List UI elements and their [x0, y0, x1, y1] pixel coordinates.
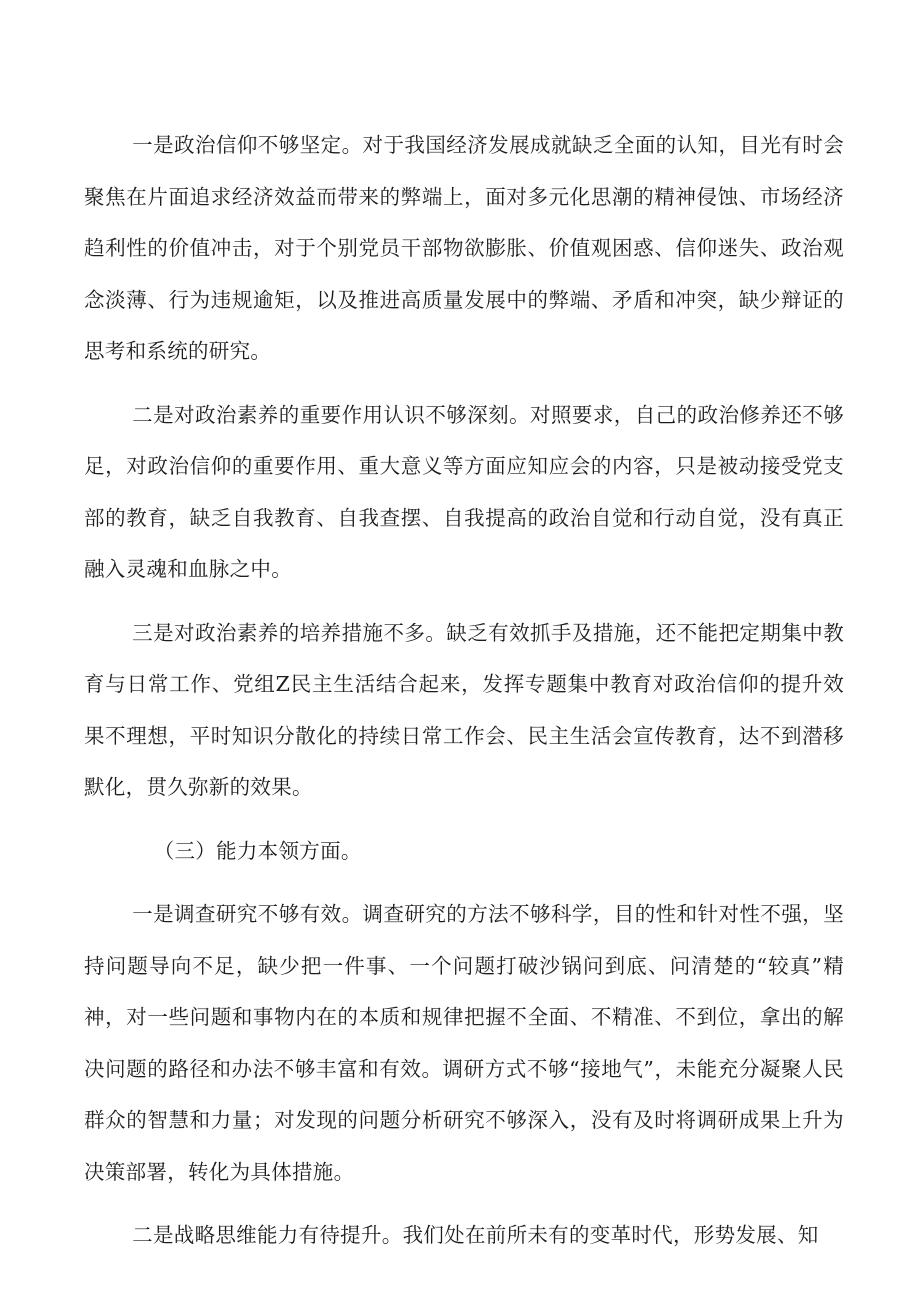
paragraph-strategic-thinking: 二是战略思维能力有待提升。我们处在前所未有的变革时代，形势发展、知	[132, 1223, 819, 1247]
paragraph-political-literacy-measures: 三是对政治素养的培养措施不多。缺乏有效抓手及措施，还不能把定期集中教育与日常工作、党组Z民主生活结合起来，发挥专题集中教育对政治信仰的提升效果不理想，平时知识分散化的持续日常工作会、民主生活会宣传教育，达不到潜移默化，贯久弥新的效果。	[84, 620, 844, 799]
section-heading-ability: （三）能力本领方面。	[153, 838, 362, 863]
paragraph-political-literacy-understanding: 二是对政治素养的重要作用认识不够深刻。对照要求，自己的政治修养还不够足，对政治信仰的重要作用、重大意义等方面应知应会的内容，只是被动接受党支部的教育，缺乏自我教育、自我查摆、自我提高的政治自觉和行动自觉，没有真正融入灵魂和血脉之中。	[84, 402, 844, 581]
paragraph-investigation-research: 一是调查研究不够有效。调查研究的方法不够科学，目的性和针对性不强，坚持问题导向不足，缺少把一件事、一个问题打破沙锅问到底、问清楚的“较真”精神，对一些问题和事物内在的本质和规律把握不全面、不精准、不到位，拿出的解决问题的路径和办法不够丰富和有效。调研方式不够“接地气”，未能充分凝聚人民群众的智慧和力量；对发现的问题分析研究不够深入，没有及时将调研成果上升为决策部署，转化为具体措施。	[84, 902, 844, 1184]
document-body	[84, 120, 844, 1274]
paragraph-political-belief: 一是政治信仰不够坚定。对于我国经济发展成就缺乏全面的认知，目光有时会聚焦在片面追求经济效益而带来的弊端上，面对多元化思潮的精神侵蚀、市场经济趋利性的价值冲击，对于个别党员干部物欲膨胀、价值观困惑、信仰迷失、政治观念淡薄、行为违规逾矩，以及推进高质量发展中的弊端、矛盾和冲突，缺少辩证的思考和系统的研究。	[84, 133, 844, 363]
